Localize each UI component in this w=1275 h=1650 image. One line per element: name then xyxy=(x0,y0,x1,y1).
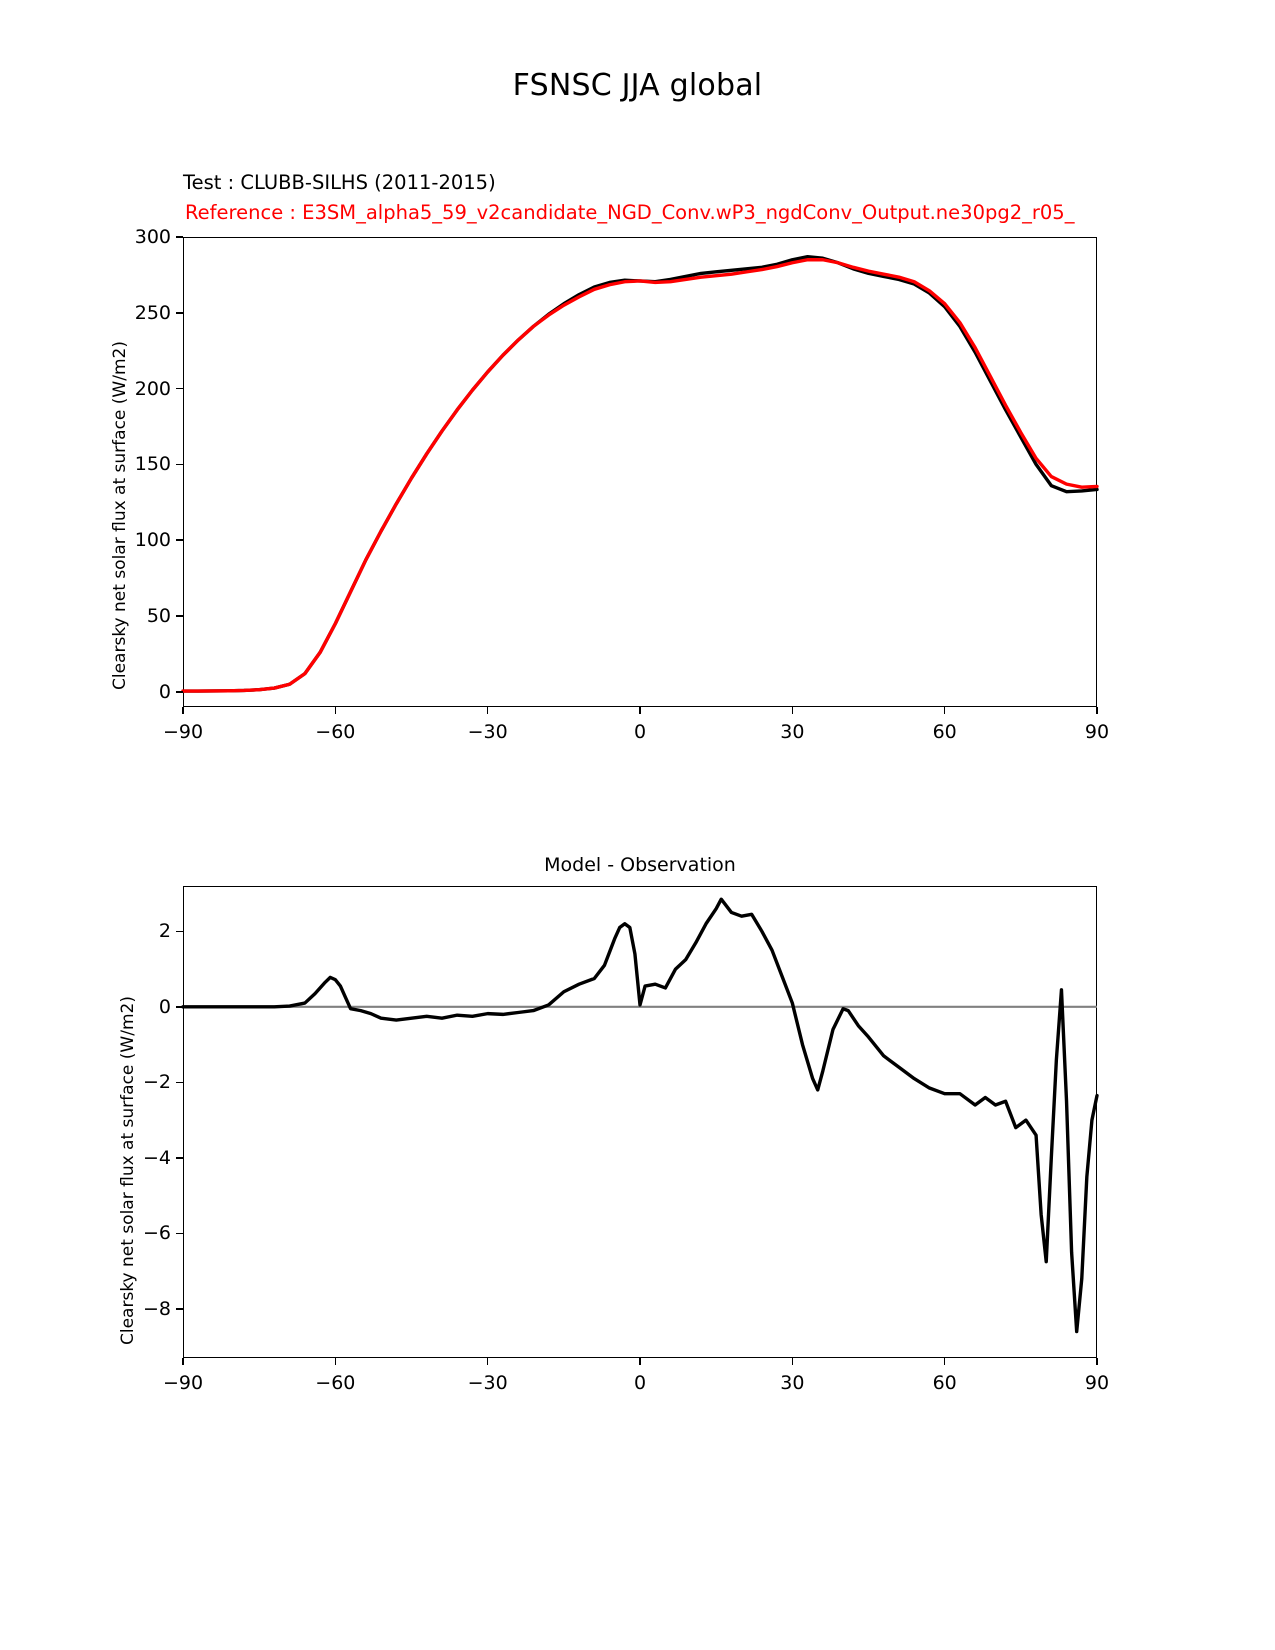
x-tick-mark xyxy=(335,707,337,714)
y-tick-mark xyxy=(176,388,183,390)
x-tick-mark xyxy=(792,1358,794,1365)
bottom-series-lines xyxy=(183,886,1097,1358)
y-tick-label: 150 xyxy=(134,453,171,476)
series-line xyxy=(183,899,1097,1331)
top-chart-panel xyxy=(183,237,1097,707)
y-tick-label: 0 xyxy=(158,995,171,1018)
x-tick-label: 30 xyxy=(780,1372,805,1394)
x-tick-mark xyxy=(639,707,641,714)
y-tick-mark xyxy=(176,1006,183,1008)
x-tick-mark xyxy=(182,1358,184,1365)
x-tick-label: 90 xyxy=(1084,721,1110,743)
y-tick-label: 50 xyxy=(146,605,171,628)
y-tick-label: 200 xyxy=(134,377,171,400)
x-tick-label: 60 xyxy=(932,1372,957,1394)
y-tick-mark xyxy=(176,464,183,466)
x-tick-mark xyxy=(182,707,184,714)
y-tick-mark xyxy=(176,1082,183,1084)
x-tick-label: −90 xyxy=(162,721,204,743)
page-title: FSNSC JJA global xyxy=(512,68,763,103)
y-tick-mark xyxy=(176,236,183,238)
x-tick-label: −30 xyxy=(467,1372,508,1394)
x-tick-label: 0 xyxy=(633,1372,647,1394)
x-tick-label: −60 xyxy=(315,1372,356,1394)
x-tick-mark xyxy=(487,1358,489,1365)
legend-caption xyxy=(183,168,1263,228)
bottom-y-axis-label: Clearsky net solar flux at surface (W/m2) xyxy=(118,996,138,1345)
y-tick-label: −2 xyxy=(142,1071,171,1094)
y-tick-mark xyxy=(176,539,183,541)
legend-test-label: Test : CLUBB-SILHS (2011-2015) xyxy=(183,171,496,194)
x-tick-label: −30 xyxy=(467,721,508,743)
x-tick-label: −60 xyxy=(315,721,356,743)
x-tick-mark xyxy=(1096,707,1098,714)
x-tick-label: 60 xyxy=(932,721,957,743)
y-tick-label: 250 xyxy=(134,301,171,324)
y-tick-label: 300 xyxy=(134,226,171,248)
y-tick-mark xyxy=(176,1157,183,1159)
legend-reference-label: Reference : E3SM_alpha5_59_v2candidate_NGD_Conv.wP3_ngdConv_Output.ne30pg2_r05_ xyxy=(185,201,1075,225)
x-tick-label: 90 xyxy=(1084,1372,1110,1394)
y-tick-label: 2 xyxy=(158,920,171,943)
x-tick-label: −90 xyxy=(162,1372,204,1394)
bottom-chart-panel xyxy=(183,854,1097,1358)
top-y-axis-label: Clearsky net solar flux at surface (W/m2) xyxy=(110,341,130,690)
x-tick-mark xyxy=(944,707,946,714)
y-tick-mark xyxy=(176,691,183,693)
y-tick-label: 0 xyxy=(158,680,171,703)
y-tick-label: 100 xyxy=(134,529,171,552)
x-tick-mark xyxy=(487,707,489,714)
y-tick-mark xyxy=(176,312,183,314)
y-tick-label: −6 xyxy=(142,1222,171,1245)
series-line xyxy=(183,260,1097,691)
x-tick-mark xyxy=(335,1358,337,1365)
y-tick-label: −4 xyxy=(142,1146,171,1169)
x-tick-label: 30 xyxy=(780,721,805,743)
y-tick-mark xyxy=(176,931,183,933)
top-series-lines xyxy=(183,237,1097,707)
y-tick-label: −8 xyxy=(142,1297,171,1320)
y-tick-mark xyxy=(176,1308,183,1310)
x-tick-mark xyxy=(792,707,794,714)
y-tick-mark xyxy=(176,615,183,617)
x-tick-mark xyxy=(944,1358,946,1365)
bottom-chart-title: Model - Observation xyxy=(544,854,736,876)
x-tick-mark xyxy=(1096,1358,1098,1365)
x-tick-mark xyxy=(639,1358,641,1365)
x-tick-label: 0 xyxy=(633,721,647,743)
y-tick-mark xyxy=(176,1233,183,1235)
